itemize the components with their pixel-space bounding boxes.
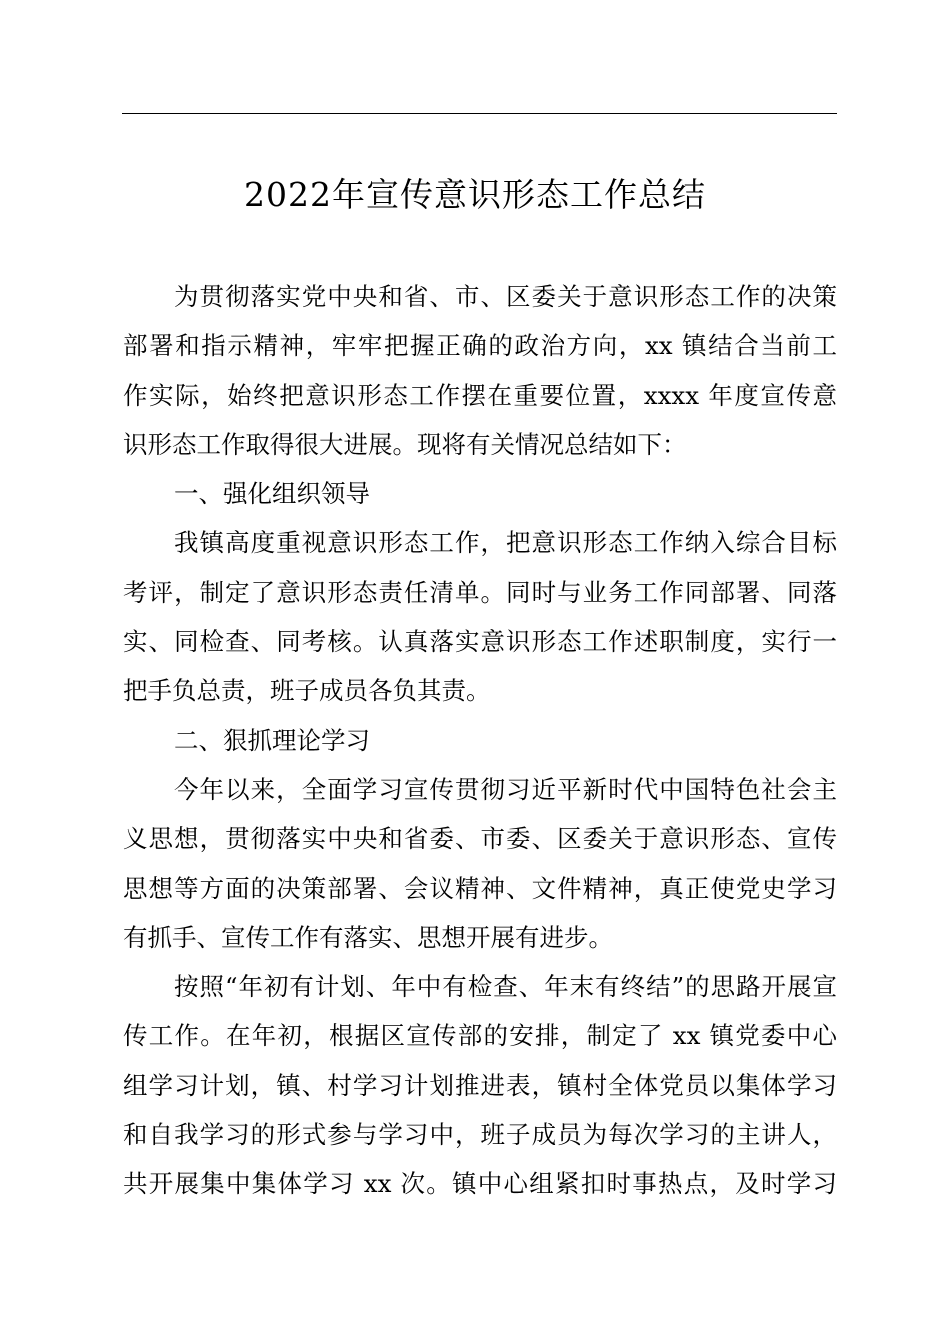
paragraph-organization — [123, 518, 837, 715]
section-heading-2: 二、狠抓理论学习 — [174, 725, 370, 755]
text-line: 传工作。在年初，根据区宣传部的安排，制定了 xx 镇党委中心 — [123, 1021, 837, 1051]
text-line: 共开展集中集体学习 xx 次。镇中心组紧扣时事热点，及时学习 — [123, 1169, 837, 1199]
paragraph-plan — [123, 962, 837, 1208]
header-rule — [122, 113, 837, 114]
text-line: 部署和指示精神，牢牢把握正确的政治方向，xx 镇结合当前工 — [123, 331, 837, 361]
text-line: 作实际，始终把意识形态工作摆在重要位置，xxxx 年度宣传意 — [123, 380, 837, 410]
section-heading-1: 一、强化组织领导 — [174, 479, 370, 509]
text-line: 为贯彻落实党中央和省、市、区委关于意识形态工作的决策 — [174, 282, 837, 311]
text-line: 识形态工作取得很大进展。现将有关情况总结如下： — [123, 429, 687, 459]
paragraph-theory-study — [123, 765, 837, 962]
text-line: 把手负总责，班子成员各负其责。 — [123, 676, 491, 706]
text-line: 思想等方面的决策部署、会议精神、文件精神，真正使党史学习 — [123, 873, 837, 903]
text-line: 组学习计划，镇、村学习计划推进表，镇村全体党员以集体学习 — [123, 1070, 837, 1100]
text-line: 实、同检查、同考核。认真落实意识形态工作述职制度，实行一 — [123, 627, 837, 657]
text-line: 有抓手、宣传工作有落实、思想开展有进步。 — [123, 922, 613, 952]
text-line: 考评，制定了意识形态责任清单。同时与业务工作同部署、同落 — [123, 577, 837, 607]
text-line: 义思想，贯彻落实中央和省委、市委、区委关于意识形态、宣传 — [123, 824, 837, 854]
text-line: 和自我学习的形式参与学习中，班子成员为每次学习的主讲人， — [123, 1120, 837, 1150]
paragraph-intro — [123, 272, 837, 469]
text-line: 我镇高度重视意识形态工作，把意识形态工作纳入综合目标 — [174, 528, 837, 558]
text-line: 今年以来，全面学习宣传贯彻习近平新时代中国特色社会主 — [174, 774, 837, 804]
text-line: 按照“年初有计划、年中有检查、年末有终结”的思路开展宣 — [174, 972, 837, 1002]
document-title: 2022年宣传意识形态工作总结 — [244, 175, 706, 214]
document-body — [123, 272, 837, 1209]
